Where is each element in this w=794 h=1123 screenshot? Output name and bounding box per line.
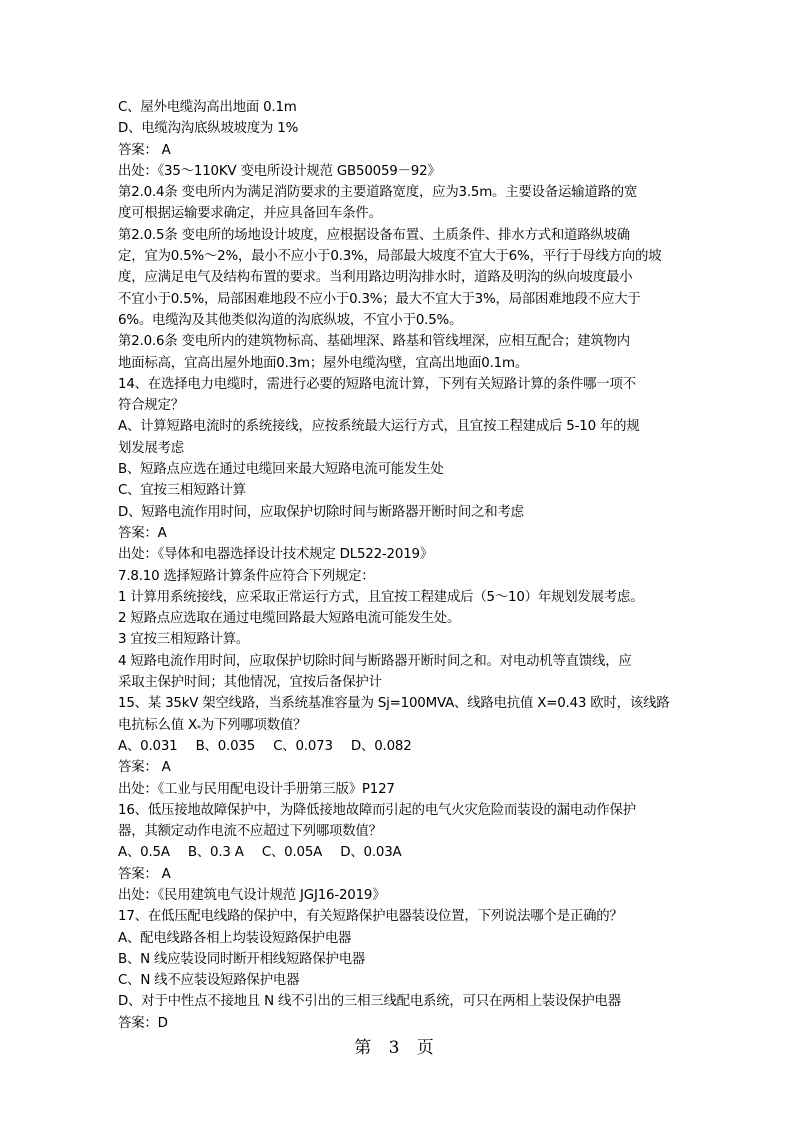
text-line: 第2.0.4条 变电所内为满足消防要求的主要道路宽度，应为3.5m。主要设备运输道路的宽 <box>118 185 638 201</box>
text-line: 1 计算用系统接线，应采取正常运行方式，且宜按工程建成后（5～10）年规划发展考虑。 <box>118 589 644 605</box>
answer-line: 答案： A <box>118 142 171 158</box>
question-14-cont: 符合规定？ <box>118 398 184 414</box>
text-line: 6%。电缆沟及其他类似沟道的沟底纵坡，不宜小于0.5%。 <box>118 312 463 328</box>
question-16-cont: 器，其额定动作电流不应超过下列哪项数值？ <box>118 824 382 840</box>
source-line: 出处：《民用建筑电气设计规范 JGJ16-2019》 <box>118 887 386 903</box>
text-line: D、电缆沟沟底纵坡坡度为 1% <box>118 121 299 137</box>
document-body <box>118 97 670 1034</box>
text-line: 采取主保护时间；其他情况，宜按后备保护计 <box>118 675 382 691</box>
option-d: D、0.03A <box>340 845 402 861</box>
source-line: 出处：《导体和电器选择设计技术规定 DL522-2019》 <box>118 547 434 563</box>
source-line: 出处：《工业与民用配电设计手册第三版》P127 <box>118 781 395 797</box>
text-line: 度可根据运输要求确定，并应具备回车条件。 <box>118 206 382 222</box>
option-d: D、0.082 <box>350 738 412 754</box>
q15-subscript: * <box>196 723 201 733</box>
option-b: B、短路点应选在通过电缆回来最大短路电流可能发生处 <box>118 462 444 478</box>
option-a: A、0.5A <box>118 845 170 861</box>
answer-line: 答案： A <box>118 760 171 776</box>
question-15: 15、某 35kV 架空线路，当系统基准容量为 Sj=100MVA、线路电抗值 X=0.43 欧时，该线路 <box>118 696 670 712</box>
q15-text-post: 为下列哪项数值？ <box>200 717 307 733</box>
option-d: D、短路电流作用时间，应取保护切除时间与断路器开断时间之和考虑 <box>118 504 524 520</box>
option-a-cont: 划发展考虑 <box>118 440 184 456</box>
text-line: 4 短路电流作用时间，应取保护切除时间与断路器开断时间之和。对电动机等直馈线，应 <box>118 653 632 669</box>
answer-line: 答案： A <box>118 866 171 882</box>
text-line: C、屋外电缆沟高出地面 0.1m <box>118 100 297 115</box>
question-14: 14、在选择电力电缆时，需进行必要的短路电流计算，下列有关短路计算的条件哪一项不 <box>118 376 636 392</box>
option-a: A、计算短路电流时的系统接线，应按系统最大运行方式，且宜按工程建成后 5-10 年的规 <box>118 419 640 435</box>
option-b: B、0.035 <box>195 738 256 754</box>
answer-line: 答案：A <box>118 525 167 541</box>
option-c: C、N 线不应装设短路保护电器 <box>118 973 300 989</box>
question-15-cont <box>118 715 670 736</box>
q15-options <box>118 736 670 757</box>
page-number: 第 3 页 <box>354 1038 440 1058</box>
text-line: 3 宜按三相短路计算。 <box>118 632 250 648</box>
option-c: C、0.073 <box>273 738 333 754</box>
text-line: 第2.0.5条 变电所的场地设计坡度，应根据设备布置、土质条件、排水方式和道路纵坡确 <box>118 227 630 243</box>
source-line: 出处：《35～110KV 变电所设计规范 GB50059－92》 <box>118 163 441 179</box>
text-line: 地面标高，宜高出屋外地面0.3m；屋外电缆沟壁，宜高出地面0.1m。 <box>118 355 529 371</box>
option-a: A、0.031 <box>118 738 178 754</box>
text-line: 不宜小于0.5%，局部困难地段不应小于0.3%；最大不宜大于3%，局部困难地段不应大于 <box>118 291 641 307</box>
question-16: 16、低压接地故障保护中，为降低接地故障而引起的电气火灾危险而装设的漏电动作保护 <box>118 802 636 818</box>
option-b: B、N 线应装设同时断开相线短路保护电器 <box>118 951 366 967</box>
option-c: C、0.05A <box>261 845 323 861</box>
q16-options <box>118 842 670 863</box>
answer-line: 答案：D <box>118 1015 168 1031</box>
text-line: 度，应满足电气及结构布置的要求。当利用路边明沟排水时，道路及明沟的纵向坡度最小 <box>118 270 633 286</box>
question-17: 17、在低压配电线路的保护中，有关短路保护电器装设位置，下列说法哪个是正确的？ <box>118 909 623 925</box>
option-b: B、0.3 A <box>187 845 244 861</box>
text-line: 7.8.10 选择短路计算条件应符合下列规定： <box>118 568 375 584</box>
q15-text-pre: 电抗标么值 X <box>118 717 197 733</box>
text-line: 第2.0.6条 变电所内的建筑物标高、基础埋深、路基和管线埋深，应相互配合；建筑物内 <box>118 334 630 350</box>
text-line: 定，宜为0.5%～2%，最小不应小于0.3%，局部最大坡度不宜大于6%，平行于母线方向的坡 <box>118 249 662 265</box>
option-d: D、对于中性点不接地且 N 线不引出的三相三线配电系统，可只在两相上装设保护电器 <box>118 994 621 1010</box>
text-line: 2 短路点应选取在通过电缆回路最大短路电流可能发生处。 <box>118 611 461 627</box>
option-a: A、配电线路各相上均装设短路保护电器 <box>118 930 352 946</box>
option-c: C、宜按三相短路计算 <box>118 483 246 499</box>
